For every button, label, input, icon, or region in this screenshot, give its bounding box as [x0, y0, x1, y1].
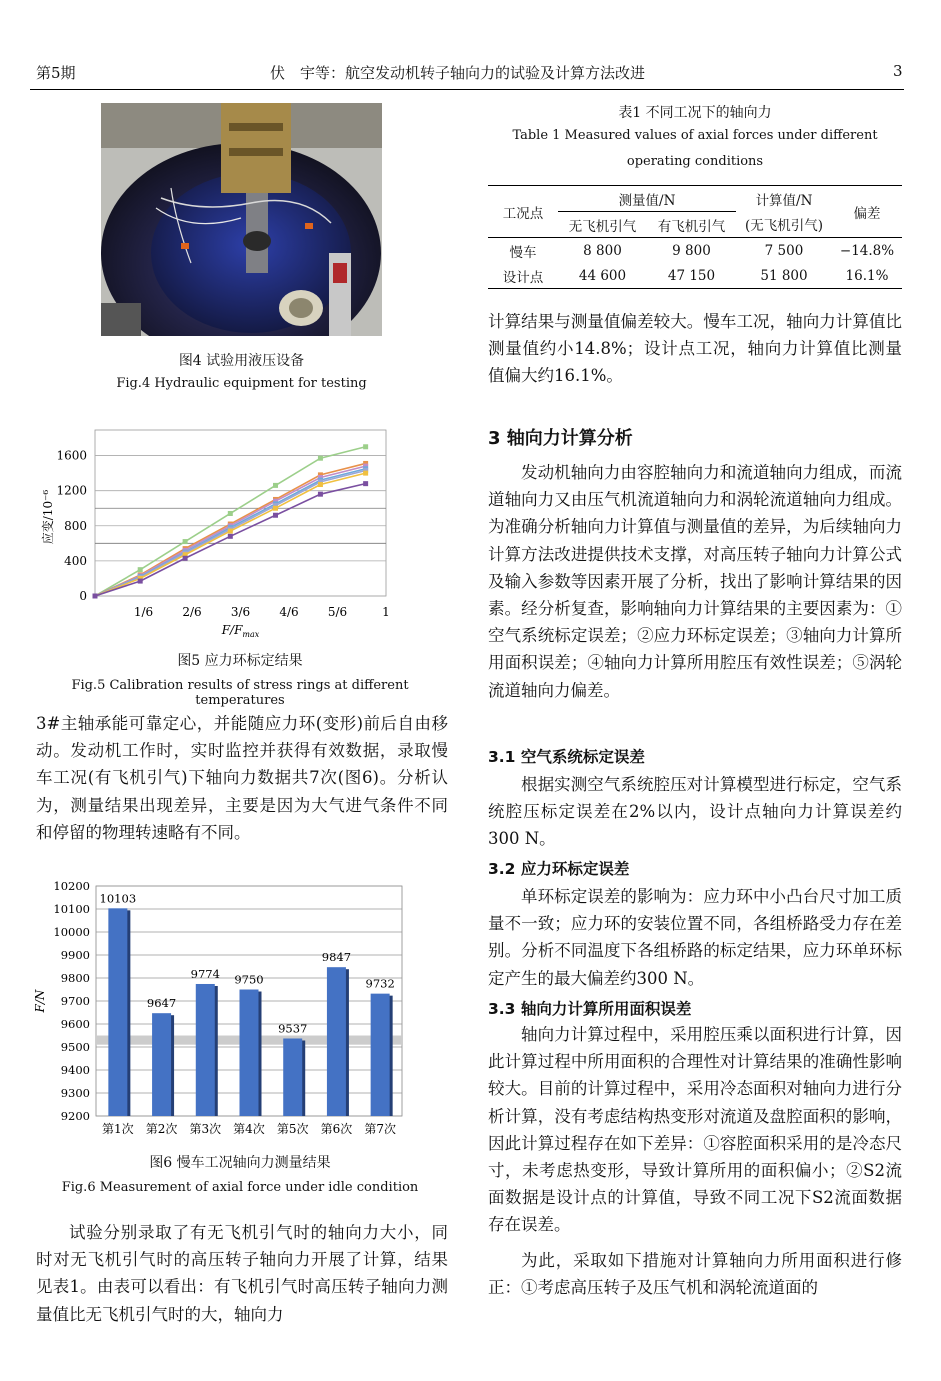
x-tick-label: 3/6 [230, 605, 251, 619]
section-3-2-paragraph: 单环标定误差的影响为：应力环中小凸台尺寸加工质量不一致；应力环的安装位置不同，各组桥路受力存在差别。分析不同温度下各组桥路的标定结果，应力环单环标定产生的最大偏差约300 N。 [488, 887, 902, 988]
bar [240, 990, 259, 1117]
bar [152, 1013, 171, 1116]
table-row [488, 263, 902, 289]
data-label: 9750 [234, 972, 264, 987]
y-tick-label: 9800 [60, 971, 90, 985]
y-tick-label: 0 [79, 589, 87, 603]
cell-with-bleed: 9 800 [672, 242, 711, 259]
section-3-3-paragraph: 轴向力计算过程中，采用腔压乘以面积进行计算，因此计算过程中所用面积的合理性对计算结果的准确性影响较大。目前的计算过程中，采用冷态面积对轴向力进行分析计算，没有考虑结构热变形对流道及盘腔面积的影响，因此计算过程存在如下差异：①容腔面积采用的是冷态尺寸，未考虑热变形，导致计算所用的面积偏小；②S2流面数据是设计点的计算值，导致不同工况下S2流面数据存在误差。 为此，采取如下措施对计算轴向力所用面积进行修正：①考虑高压转子及压气机和涡轮流道面的 [488, 1025, 902, 1297]
cell-calc: 7 500 [764, 242, 804, 259]
category-label: 第4次 [233, 1122, 265, 1136]
category-label: 第5次 [276, 1122, 309, 1136]
cell-point: 慢车 [509, 244, 537, 261]
th-calculated: 计算值/N [755, 192, 813, 209]
data-point [228, 529, 233, 534]
y-tick-label: 9300 [60, 1086, 90, 1100]
data-point [228, 511, 233, 516]
cell-calc: 51 800 [760, 267, 808, 284]
data-point [183, 539, 188, 544]
cell-no-bleed: 44 600 [578, 267, 627, 284]
data-point [273, 513, 278, 518]
data-point [318, 492, 323, 497]
fig5-chart [30, 420, 450, 645]
y-tick-label: 10000 [53, 925, 90, 939]
header-rule [30, 89, 904, 90]
x-axis-label-subscript: max [242, 630, 260, 639]
section-3-paragraph: 发动机轴向力由容腔轴向力和流道轴向力组成，而流道轴向力又由压气机流道轴向力和涡轮流道轴向力组成。为准确分析轴向力计算值与测量值的差异，为后续轴向力计算方法改进提供技术支撑，对高压转子轴向力计算公式及输入参数等因素开展了分析，找出了影响计算结果的因素。经分析复查，影响轴向力计算结果的主要因素为：①空气系统标定误差；②应力环标定误差；③轴向力计算所用面积误差；④轴向力计算所用腔压有效性误差；⑤涡轮流道轴向力偏差。 [488, 463, 902, 700]
th-with-bleed: 有飞机引气 [657, 218, 726, 235]
data-label: 9732 [365, 976, 395, 991]
category-label: 第1次 [102, 1122, 134, 1136]
bar [196, 984, 215, 1116]
y-tick-label: 9400 [60, 1063, 90, 1077]
category-label: 第2次 [145, 1122, 178, 1136]
data-point [138, 567, 143, 572]
bar [327, 967, 346, 1116]
y-tick-label: 9500 [60, 1040, 90, 1054]
y-tick-label: 9600 [60, 1017, 90, 1031]
bar [371, 994, 390, 1116]
hydraulic-equipment-photo [101, 103, 382, 336]
data-label: 10103 [99, 891, 137, 906]
y-axis-label: 应变/10⁻⁶ [41, 489, 55, 545]
right-paragraph-0: 计算结果与测量值偏差较大。慢车工况，轴向力计算值比测量值约小14.8%；设计点工况，轴向力计算值比测量值偏大约16.1%。 [488, 312, 902, 386]
section-3-1-paragraph: 根据实测空气系统腔压对计算模型进行标定，空气系统腔压标定误差在2%以内，设计点轴向力计算误差约300 N。 [488, 775, 902, 849]
data-point [138, 579, 143, 584]
fig6-caption-en: Fig.6 Measurement of axial force under idle condition [61, 1180, 419, 1195]
section-3-1-heading: 3.1 空气系统标定误差 [488, 748, 645, 766]
cell-dev: 16.1% [845, 267, 889, 284]
table1-caption-cn: 表1 不同工况下的轴向力 [618, 105, 772, 121]
category-label: 第6次 [320, 1122, 353, 1136]
th-no-bleed: 无飞机引气 [568, 218, 637, 235]
data-point [363, 444, 368, 449]
y-tick-label: 10200 [53, 879, 90, 893]
data-label: 9847 [321, 950, 352, 965]
category-label: 第3次 [189, 1122, 222, 1136]
fig6-caption-cn: 图6 慢车工况轴向力测量结果 [149, 1155, 331, 1171]
cell-point: 设计点 [502, 269, 544, 286]
table1-caption-en-2: operating conditions [626, 154, 764, 169]
data-label: 9537 [278, 1021, 308, 1036]
x-tick-label: 5/6 [327, 605, 348, 619]
bar [108, 908, 127, 1116]
data-point [318, 482, 323, 487]
y-tick-label: 800 [64, 518, 87, 533]
th-calc-sub: (无飞机引气) [744, 218, 824, 235]
data-point [363, 471, 368, 476]
y-tick-label: 1200 [56, 483, 87, 498]
y-tick-label: 10100 [53, 902, 90, 916]
data-point [273, 506, 278, 511]
left-paragraph-2: 试验分别录取了有无飞机引气时的轴向力大小，同时对无飞机引气时的高压转子轴向力开展了计算，结果见表1。由表可以看出：有飞机引气时高压转子轴向力测量值比无飞机引气时的大，轴向力 [36, 1223, 448, 1324]
th-point: 工况点 [502, 205, 544, 222]
section-3-2-heading: 3.2 应力环标定误差 [488, 860, 630, 878]
x-axis-label: $F/F_{max}$ [221, 623, 260, 639]
section-3-3-heading: 3.3 轴向力计算所用面积误差 [488, 1000, 692, 1018]
y-axis-label: F/N [33, 989, 47, 1013]
fig5-caption-cn: 图5 应力环标定结果 [177, 653, 303, 669]
table-row [488, 238, 902, 264]
data-point [318, 456, 323, 461]
cell-dev: −14.8% [839, 242, 895, 259]
fig6-chart [30, 872, 430, 1147]
journal-issue: 第5期 [36, 64, 76, 82]
data-point [363, 481, 368, 486]
data-label: 9774 [190, 966, 220, 981]
page-number: 3 [893, 62, 903, 80]
x-tick-label: 2/6 [182, 605, 202, 619]
running-title: 伏 宇等：航空发动机转子轴向力的试验及计算方法改进 [270, 64, 646, 82]
y-tick-label: 9900 [60, 948, 90, 962]
data-point [183, 556, 188, 561]
fig5-caption-en: Fig.5 Calibration results of stress rings at different temperatures [71, 678, 409, 708]
bar [283, 1038, 302, 1116]
x-tick-label: 1 [382, 605, 390, 619]
y-tick-label: 1600 [56, 448, 87, 463]
category-label: 第7次 [364, 1122, 396, 1136]
data-label: 9647 [146, 996, 177, 1011]
cell-with-bleed: 47 150 [667, 267, 716, 284]
left-paragraph-1: 3#主轴承能可靠定心，并能随应力环(变形)前后自由移动。发动机工作时，实时监控并获得有效数据，录取慢车工况(有飞机引气)下轴向力数据共7次(图6)。分析认为，测量结果出现差异，主要是因为大气进气条件不同和停留的物理转速略有不同。 [36, 714, 448, 842]
y-tick-label: 9700 [60, 994, 90, 1008]
x-tick-label: 1/6 [133, 605, 154, 619]
cell-no-bleed: 8 800 [583, 242, 622, 259]
x-tick-label: 4/6 [279, 605, 299, 619]
y-tick-label: 9200 [60, 1109, 90, 1123]
fig4-caption-en: Fig.4 Hydraulic equipment for testing [116, 376, 367, 391]
section-3-heading: 3 轴向力计算分析 [488, 428, 633, 449]
table1 [488, 185, 902, 289]
table1-caption-en-1: Table 1 Measured values of axial forces under different [512, 128, 878, 143]
fig4-caption-cn: 图4 试验用液压设备 [178, 353, 305, 369]
data-point [273, 483, 278, 488]
data-point [228, 534, 233, 539]
th-deviation: 偏差 [853, 205, 881, 222]
y-tick-label: 400 [64, 553, 87, 568]
data-point [93, 594, 98, 599]
th-measured: 测量值/N [558, 186, 736, 212]
